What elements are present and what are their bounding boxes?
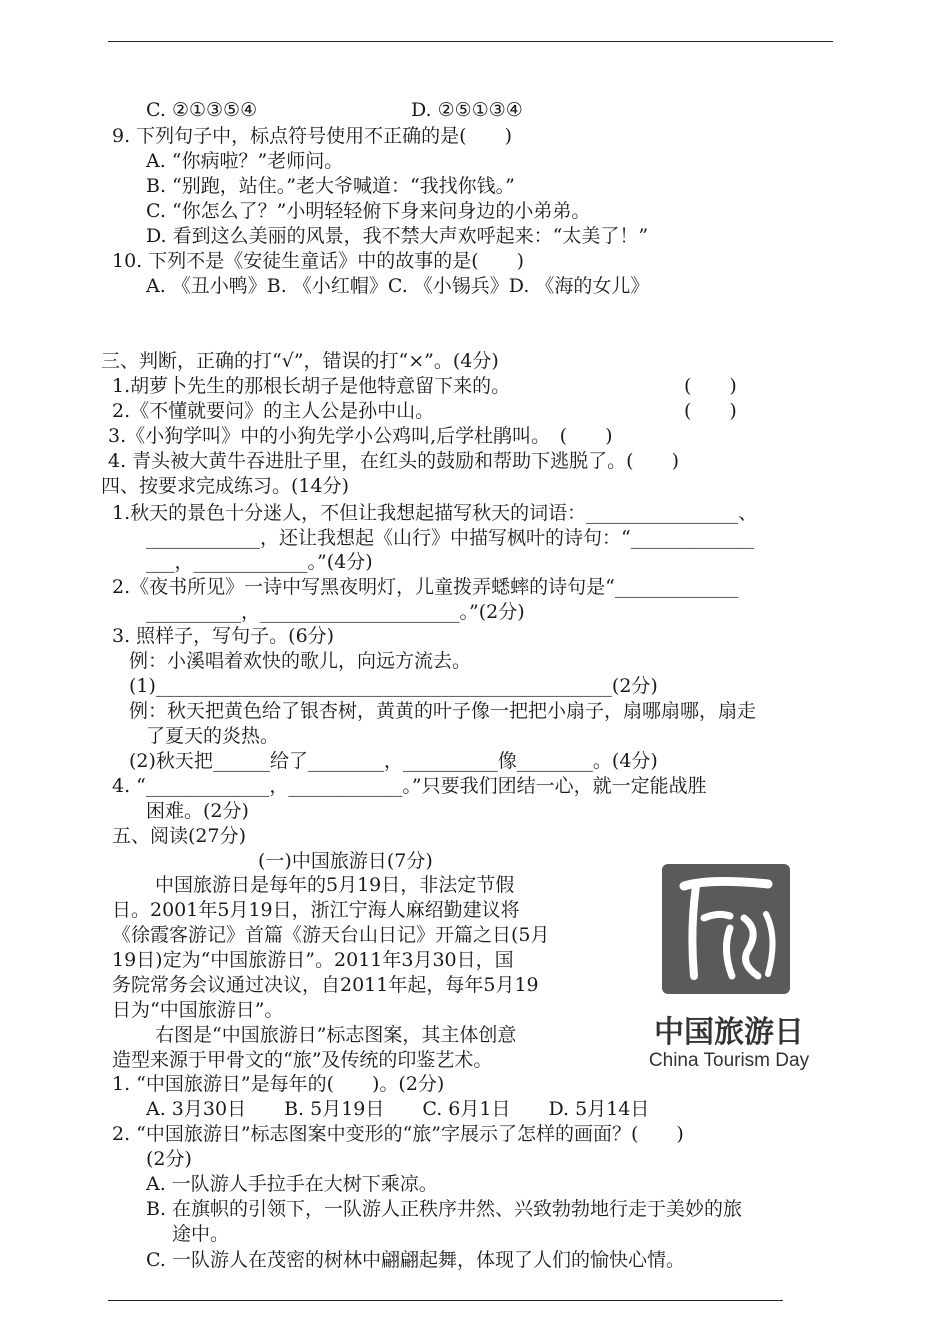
ex4-1-line2: ____________，还让我想起《山行》中描写枫叶的诗句：“_____________ <box>146 527 755 549</box>
reading-q1-stem: 1. “中国旅游日”是每年的( )。(2分) <box>112 1073 445 1095</box>
section-3-heading: 三、判断，正确的打“√”，错误的打“×”。(4分) <box>101 350 499 372</box>
ex4-1-line3: ___，____________。”(4分) <box>146 551 373 573</box>
ex4-4-line1: 4. “_____________，____________。”只要我们团结一心，就一定能战胜 <box>112 775 707 797</box>
reading-q2-stem: 2. “中国旅游日”标志图案中变形的“旅”字展示了怎样的画面？( ) <box>112 1123 684 1145</box>
ex4-3-example-2: 例：秋天把黄色给了银杏树，黄黄的叶子像一把把小扇子，扇哪扇哪，扇走 <box>129 700 757 722</box>
reading-q2-option-b-cont: 途中。 <box>172 1223 230 1245</box>
ex4-2-line1: 2.《夜书所见》一诗中写黑夜明灯，儿童拨弄蟋蟀的诗句是“_____________ <box>112 576 739 598</box>
ex4-3-example-1: 例：小溪唱着欢快的歌儿，向远方流去。 <box>129 650 472 672</box>
passage-line-7: 右图是“中国旅游日”标志图案，其主体创意 <box>155 1024 517 1046</box>
judge-1: 1.胡萝卜先生的那根长胡子是他特意留下来的。 <box>112 375 511 397</box>
ex4-4-line2: 困难。(2分) <box>146 800 249 822</box>
reading-q2-score: (2分) <box>146 1148 192 1170</box>
judge-2-paren: ( ) <box>684 400 737 422</box>
reading-q1-options: A. 3月30日 B. 5月19日 C. 6月1日 D. 5月14日 <box>146 1098 650 1120</box>
q9-option-c: C. “你怎么了？”小明轻轻俯下身来问身边的小弟弟。 <box>146 200 591 222</box>
passage-line-2: 日。2001年5月19日，浙江宁海人麻绍勤建议将 <box>112 899 520 921</box>
judge-1-paren: ( ) <box>684 375 737 397</box>
passage-line-3: 《徐霞客游记》首篇《游天台山日记》开篇之日(5月 <box>112 924 550 946</box>
ex4-3-example-2-cont: 了夏天的炎热。 <box>146 725 280 747</box>
passage-line-8: 造型来源于甲骨文的“旅”及传统的印鉴艺术。 <box>112 1049 493 1071</box>
china-tourism-day-logo <box>618 858 840 1072</box>
judge-2: 2.《不懂就要问》的主人公是孙中山。 <box>112 400 435 422</box>
bottom-rule <box>108 1300 783 1301</box>
ex4-3-blank-1: (1)________________________________________________(2分) <box>129 675 658 697</box>
ex4-1-line1: 1.秋天的景色十分迷人，不但让我想起描写秋天的词语：________________、 <box>112 502 758 524</box>
logo-title-en: China Tourism Day <box>648 1050 810 1071</box>
tourism-seal-icon <box>618 858 840 1072</box>
ex4-2-line2: __________，_____________________。”(2分) <box>146 601 525 623</box>
reading-q2-option-a: A. 一队游人手拉手在大树下乘凉。 <box>146 1173 438 1195</box>
q9-option-d: D. 看到这么美丽的风景，我不禁大声欢呼起来：“太美了！” <box>146 225 649 247</box>
passage-line-6: 日为“中国旅游日”。 <box>112 999 284 1021</box>
q9-option-a: A. “你病啦？”老师问。 <box>146 150 344 172</box>
reading-q2-option-b: B. 在旗帜的引领下，一队游人正秩序井然、兴致勃勃地行走于美妙的旅 <box>146 1198 743 1220</box>
passage-line-5: 务院常务会议通过决议，自2011年起，每年5月19 <box>112 974 539 996</box>
judge-3: 3.《小狗学叫》中的小狗先学小公鸡叫,后学杜鹃叫。 ( ) <box>108 425 613 447</box>
ex4-3-heading: 3. 照样子，写句子。(6分) <box>112 625 335 647</box>
q8-option-d: D. ②⑤①③④ <box>411 99 523 121</box>
reading-1-title: (一)中国旅游日(7分) <box>258 850 433 872</box>
reading-q2-option-c: C. 一队游人在茂密的树林中翩翩起舞，体现了人们的愉快心情。 <box>146 1249 685 1271</box>
passage-line-1: 中国旅游日是每年的5月19日，非法定节假 <box>155 874 515 896</box>
section-5-heading: 五、阅读(27分) <box>112 825 247 847</box>
passage-line-4: 19日)定为“中国旅游日”。2011年3月30日，国 <box>112 949 514 971</box>
judge-4: 4. 青头被大黄牛吞进肚子里，在红头的鼓励和帮助下逃脱了。( ) <box>108 450 679 472</box>
q9-option-b: B. “别跑，站住。”老大爷喊道：“我找你钱。” <box>146 175 515 197</box>
section-4-heading: 四、按要求完成练习。(14分) <box>101 475 350 497</box>
q10-options: A. 《丑小鸭》B. 《小红帽》C. 《小锡兵》D. 《海的女儿》 <box>146 275 650 297</box>
ex4-3-blank-2: (2)秋天把______给了________，__________像________。(4分) <box>129 750 658 772</box>
q9-stem: 9. 下列句子中，标点符号使用不正确的是( ) <box>112 125 512 147</box>
q8-option-c: C. ②①③⑤④ <box>146 99 258 121</box>
logo-title-cn: 中国旅游日 <box>654 1016 804 1049</box>
q10-stem: 10. 下列不是《安徒生童话》中的故事的是( ) <box>112 250 525 272</box>
top-rule <box>108 41 833 42</box>
